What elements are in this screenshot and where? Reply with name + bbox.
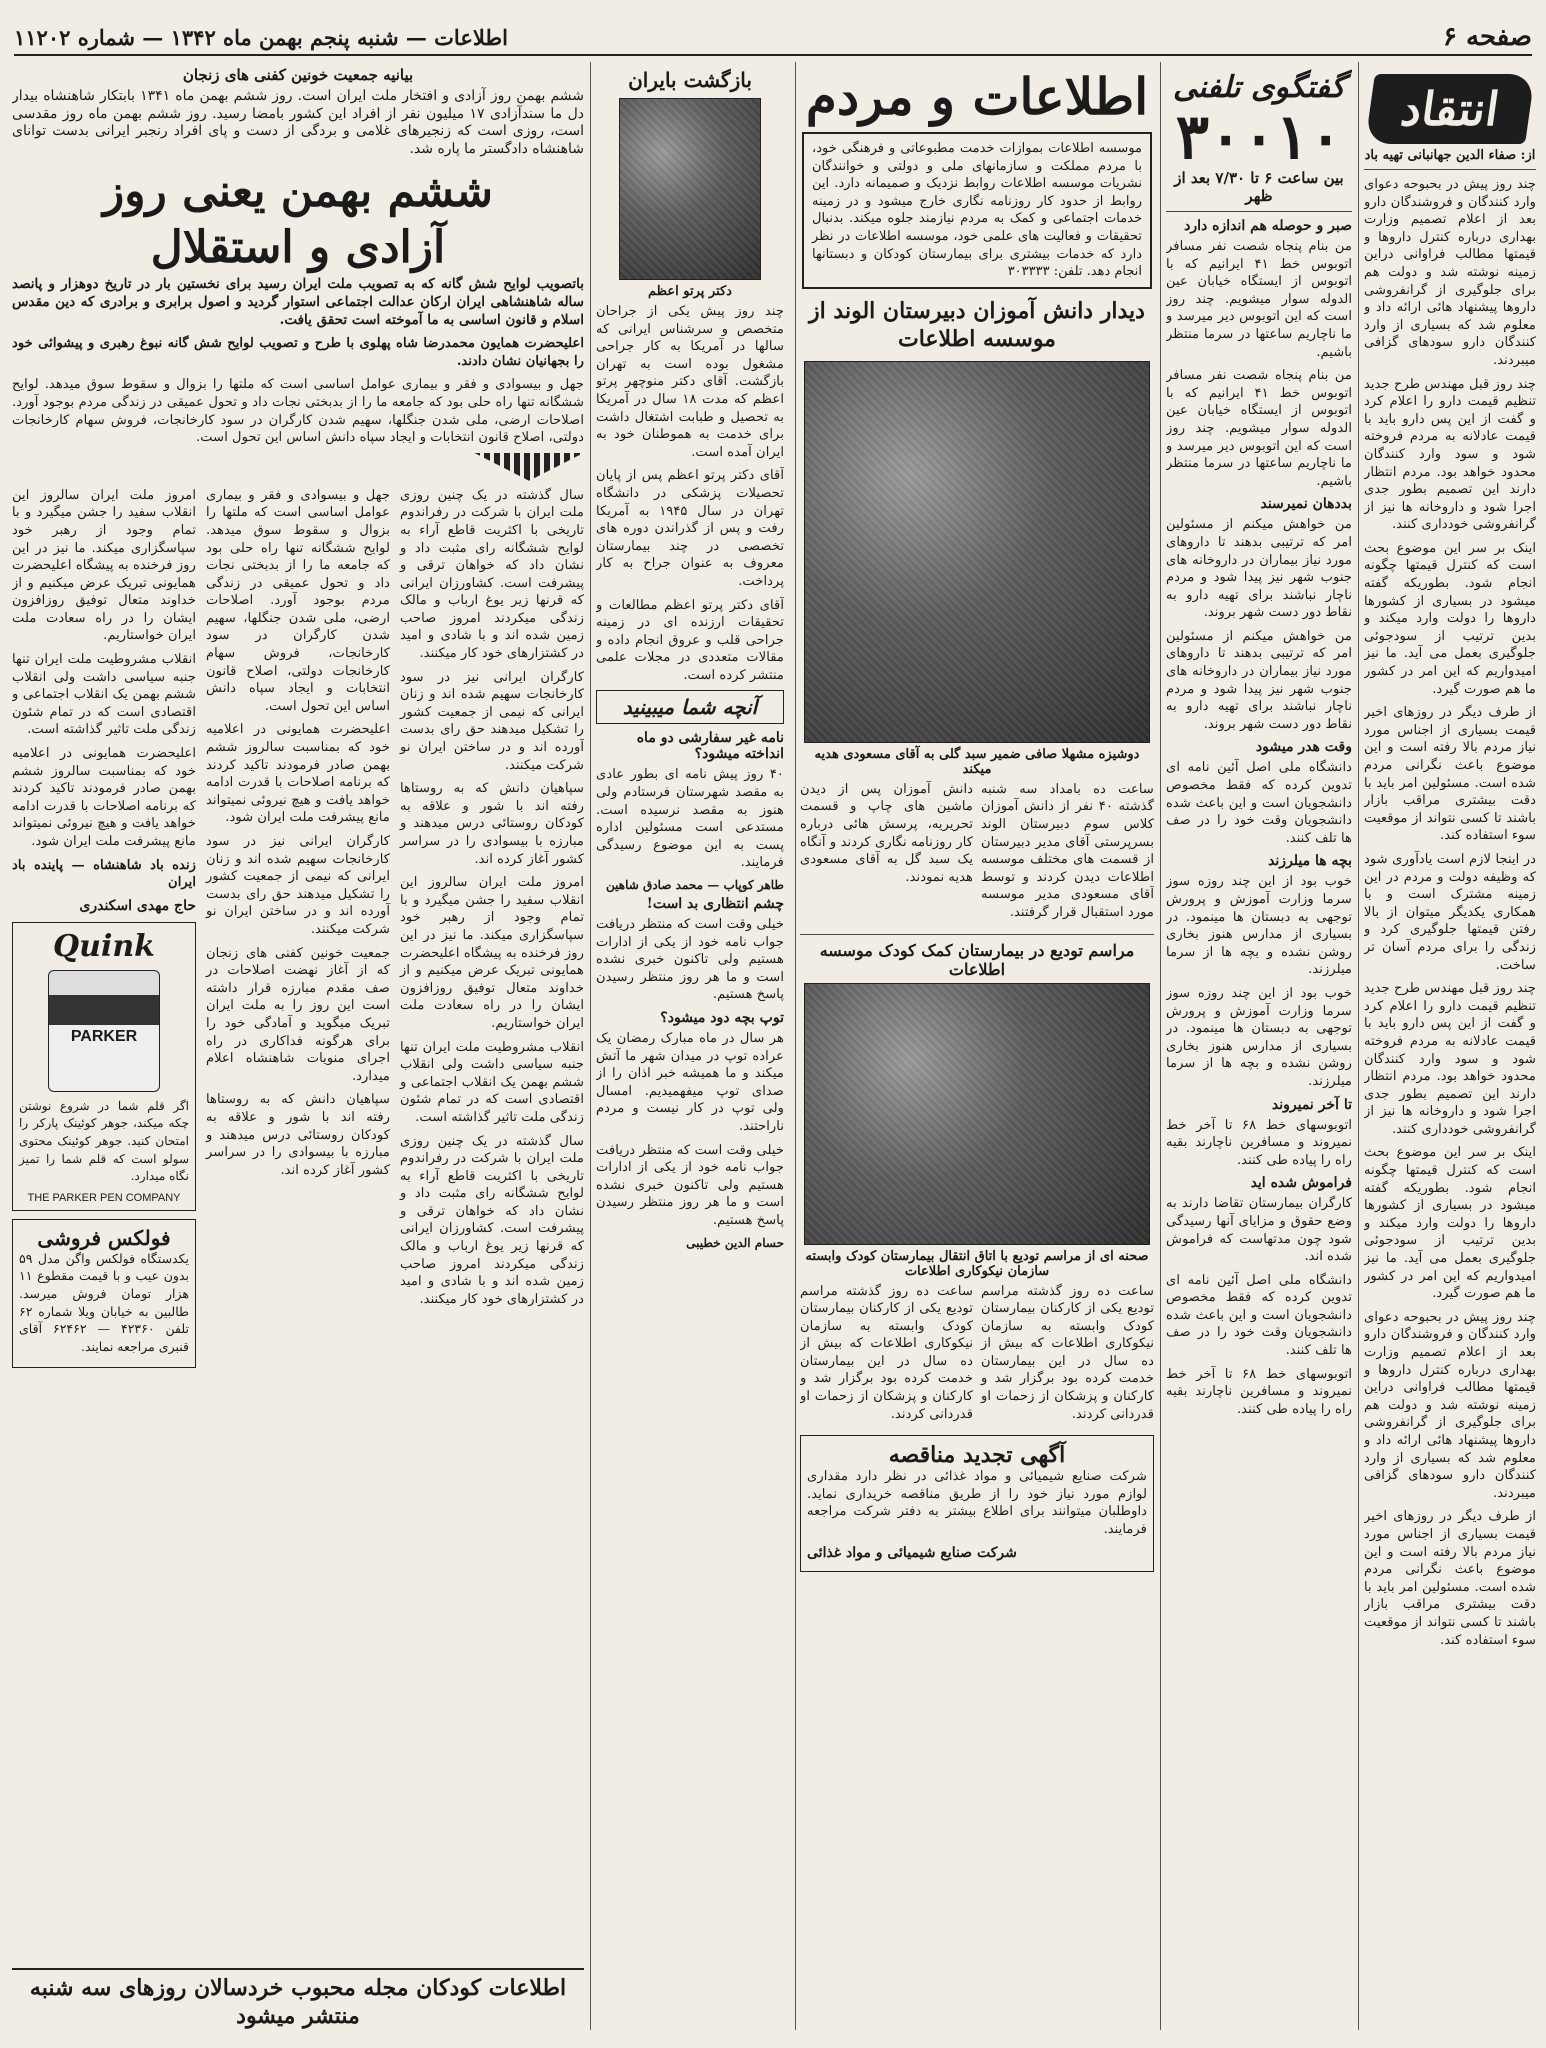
article-text: از طرف دیگر در روزهای اخیر قیمت بسیاری از اجناس مورد نیاز مردم بالا رفته است و این موضوع باعث نگرانی مردم شده است. مسئولین امر باید با دقت بیشتری مراقب بازار باشند تا کسی نتواند از موقعیت سوء استفاده کند.: [1364, 705, 1536, 844]
statement-text: ششم بهمن روز آزادی و افتخار ملت ایران است. روز ششم بهمن ماه ۱۳۴۱ بابتکار شاهنشاه بیدار دل ما سندآزادی ۱۷ میلیون نفر از افراد این کشور بامضا رسید. روز ششم بهمن ماه روز مقدسی است، روزی است که زنجیرهای غلامی و بردگی از دست و پای افراد رنجبر ایرانی بدست توانای شاهنشاه دادگستر ما پاره شد.: [12, 88, 584, 157]
phone-number: ۳۰۰۱۰: [1175, 100, 1343, 173]
item-title: صبر و حوصله هم اندازه دارد: [1184, 218, 1352, 234]
item-text: من خواهش میکنم از مسئولین امر که ترتیبی بدهند تا داروهای مورد نیاز بیماران در داروخانه های جنوب شهر نیز پیدا شود و مردم ناچار نباشند برای تهیه دارو به نقاط دور دست شهر بروند.: [1166, 517, 1352, 621]
letter-signature: حسام الدین خطیبی: [686, 1235, 784, 1250]
portrait-photo: [619, 98, 761, 280]
article-text: اینک بر سر این موضوع بحث است که کنترل قیمتها چگونه انجام شود. بطوریکه گفته میشود در بسیاری از کشورها داروها را دولت وارد میکند و بدین ترتیب از سودجوئی جلوگیری بعمل می آید. ما نیز امیدواریم که این امر در کشور ما هم صورت گیرد.: [1364, 1145, 1536, 1302]
item-title: بددهان نمیرسند: [1260, 496, 1352, 513]
item-title: تا آخر نمیروند: [1271, 1096, 1352, 1113]
parker-company: THE PARKER PEN COMPANY: [27, 1191, 181, 1204]
quink-ad: [12, 922, 196, 1211]
rubric-banner: آنچه شما میبینید: [596, 690, 784, 724]
item-text: اتوبوسهای خط ۶۸ تا آخر خط نمیروند و مسافرین ناچارند بقیه راه را پیاده طی کنند.: [1166, 1117, 1352, 1168]
letter-text: هر سال در ماه مبارک رمضان یک عراده توپ در میدان شهر ما آتش میکند و ما همیشه خبر اذان را از صدای توپ میفهمیدیم. امسال ولی توپ در کار نیست و مردم ناراحتند.: [596, 1031, 784, 1134]
hospital-photo: [804, 983, 1150, 1245]
column-divider: [795, 62, 796, 2030]
column-phone-talk: [1166, 62, 1352, 2030]
byline: از: صفاء الدین جهانبانی تهیه باد: [1364, 148, 1536, 163]
enteqad-logo: انتقاد: [1365, 74, 1535, 144]
item-text: اتوبوسهای خط ۶۸ تا آخر خط نمیروند و مسافرین ناچارند بقیه راه را پیاده طی کنند.: [1166, 1366, 1352, 1417]
volkswagen-ad-text: یکدستگاه فولکس واگن مدل ۵۹ بدون عیب و با قیمت مقطوع ۱۱ هزار تومان فروش میرسد. طالبین به خیابان ویلا شماره ۶۲ تلفن ۴۲۳۶۰ — ۶۲۴۶۲ آقای قنبری مراجعه نمایند.: [19, 1250, 189, 1354]
article-text: سال گذشته در یک چنین روزی ملت ایران با شرکت در رفراندوم تاریخی با اکثریت قاطع آراء به لوایح ششگانه رای مثبت داد و نشان داد که خواهان ترقی و پیشرفت است. کشاورزان ایرانی که قرنها زیر یوغ ارباب و مالک زندگی میکردند امروز صاحب زمین شده اند و با شادی و امید در کشتزارهای خود کار میکنند.: [400, 487, 584, 662]
article-text: انقلاب مشروطیت ملت ایران تنها جنبه سیاسی داشت ولی انقلاب ششم بهمن یک انقلاب اجتماعی و اقتصادی است که در تمام شئون زندگی ملت تاثیر گذاشته است.: [400, 1039, 584, 1125]
article-text: چند روز قبل مهندس طرح جدید تنظیم قیمت دارو را اعلام کرد و گفت از این پس دارو باید با قیمت عادلانه به مردم فروخته شود و سود وارد کنندگان محدود خواهد بود. مردم انتظار دارند این تصمیم بطور جدی اجرا شود و داروخانه ها نیز از گرانفروشی خودداری کنند.: [1364, 981, 1536, 1137]
item-title: وقت هدر میشود: [1255, 739, 1352, 756]
dateline: اطلاعات — شنبه پنجم بهمن ماه ۱۳۴۲ — شماره ۱۱۲۰۲: [14, 24, 508, 50]
quink-ad-text: اگر قلم شما در شروع نوشتن چکه میکند، جوهر کوئینک پارکر را امتحان کنید. جوهر کوئینک محتوی سولو است که قلم شما را تمیز نگاه میدارد.: [19, 1098, 189, 1184]
column-return: [596, 62, 784, 2030]
item-text: من خواهش میکنم از مسئولین امر که ترتیبی بدهند تا داروهای مورد نیاز بیماران در داروخانه های جنوب شهر نیز پیدا شود و مردم ناچار نباشند برای تهیه دارو به نقاط دور دست شهر بروند.: [1166, 628, 1352, 732]
article-title: بازگشت بایران: [628, 68, 752, 92]
masthead: [14, 20, 1532, 56]
letter-text: ۴۰ روز پیش نامه ای بطور عادی به مقصد شهرستان فرستادم ولی هنوز به مقصد نرسیده است. مستدعی است مسئولین اداره پست به این موضوع رسیدگی فرمایند.: [596, 767, 784, 871]
column-divider: [590, 62, 591, 2030]
article-text: از طرف دیگر در روزهای اخیر قیمت بسیاری از اجناس مورد نیاز مردم بالا رفته است و این موضوع باعث نگرانی مردم شده است. مسئولین امر باید با دقت بیشتری مراقب بازار باشند تا کسی نتواند از موقعیت سوء استفاده کند.: [1364, 1509, 1536, 1648]
article-text: اعلیحضرت همایونی در اعلامیه خود که بمناسبت سالروز ششم بهمن صادر فرمودند تاکید کردند که برنامه اصلاحات با قدرت ادامه خواهد یافت و هیچ نیروئی نمیتواند مانع پیشرفت ملت ایران شود.: [206, 722, 390, 826]
item-text: خوب بود از این چند روزه سوز سرما وزارت آموزش و پرورش توجهی به دبستان ها مینمود. در بسیاری از مدارس هنوز بخاری روشن نشده و بچه ها از سرما میلرزند.: [1166, 874, 1352, 978]
headline-line-1: ششم بهمن یعنی روز: [103, 166, 493, 218]
article-text: اینک بر سر این موضوع بحث است که کنترل قیمتها چگونه انجام شود. بطوریکه گفته میشود در بسیاری از کشورها داروها را دولت وارد میکند و بدین ترتیب از سودجوئی جلوگیری بعمل می آید. ما نیز امیدواریم که این امر در کشور ما هم صورت گیرد.: [1364, 540, 1536, 697]
article-text: جهل و بیسوادی و فقر و بیماری عوامل اساسی است که ملتها را بزوال و سقوط سوق میدهد. لوایح ششگانه تنها راه حلی بود که جامعه ما را از بدبختی نجات داد و تحول عمیقی در زندگی مردم بوجود آورد. اصلاحات ارضی، ملی شدن جنگلها، سهیم شدن کارگران در سود کارخانجات، فروش سهام کارخانجات دولتی، اصلاح قانون انتخابات و ایجاد سپاه دانش اساس این تحول است.: [12, 377, 584, 446]
article-text: جهل و بیسوادی و فقر و بیماری عوامل اساسی است که ملتها را بزوال و سقوط سوق میدهد. لوایح ششگانه تنها راه حلی بود که جامعه ما را از بدبختی نجات داد و تحول عمیقی در زندگی مردم بوجود آورد. اصلاحات ارضی، ملی شدن جنگلها، سهیم شدن کارگران در سود کارخانجات، فروش سهام کارخانجات دولتی، اصلاح قانون انتخابات و ایجاد سپاه دانش اساس این تحول است.: [206, 487, 390, 714]
column-sixth-bahman: [12, 62, 584, 2030]
article-text: امروز ملت ایران سالروز این انقلاب سفید را جشن میگیرد و با تمام وجود از رهبر خود سپاسگزاری میکند. ما نیز در این روز فرخنده به پیشگاه اعلیحضرت همایونی تبریک عرض میکنیم و از خداوند متعال توفیق روزافزون ایشان را در راه سعادت ملت ایران خواستاریم.: [12, 487, 196, 644]
article-column: [206, 487, 390, 1369]
article-text: دانش آموزان پس از دیدن ماشین های چاپ و قسمت تحریریه، پرسش هائی درباره کار روزنامه نگاری کردند و آنگاه یک سبد گل به آقای مسعودی هدیه نمودند.: [800, 781, 973, 885]
photo-caption: دوشیزه مشهلا صافی ضمیر سبد گلی به آقای مسعودی هدیه میکند: [814, 746, 1140, 777]
letter-signature: طاهر کوپاب — محمد صادق شاهین: [606, 878, 784, 893]
volkswagen-ad: [12, 1219, 196, 1369]
letter-title: نامه غیر سفارشی دو ماه انداخته میشود؟: [636, 730, 784, 763]
lead-text: باتصویب لوایح شش گانه که به تصویب ملت ایران رسید برای نخستین بار در تاریخ دوهزار و پانصد ساله شاهنشاهی ایران ارکان عدالت اجتماعی استوار گردید و اصول برابری و برادری که دین مقدس اسلام و قانون اساسی به ما آموخته است تحقق یافت.: [12, 276, 584, 328]
kids-magazine-banner: اطلاعات کودکان مجله محبوب خردسالان روزهای سه شنبه منتشر میشود: [12, 1968, 584, 2030]
article-text: چند روز پیش یکی از جراحان متخصص و سرشناس ایرانی که سالها در آمریکا به کار جراحی مشغول بوده است به تهران بازگشت. آقای دکتر منوچهر پرتو اعظم که مدت ۱۸ سال در آمریکا به تحصیل و طبابت اشتغال داشت برای خدمت به هموطنان خود به ایران آمده است.: [596, 304, 784, 460]
article-text: در اینجا لازم است یادآوری شود که وظیفه دولت و مردم در این زمینه مشترک است و با همکاری یکدیگر میتوان از بالا رفتن قیمتها جلوگیری کرد و زندگی را برای مردم آسان تر ساخت.: [1364, 851, 1536, 973]
headline: مراسم تودیع در بیمارستان کمک کودک موسسه اطلاعات: [819, 940, 1135, 979]
article-text: چند روز پیش در بحبوحه دعوای وارد کنندگان و فروشندگان دارو بعد از اعلام تصمیم وزارت بهداری درباره کنترل داروها و قیمتها مطالب فراوانی دراین زمینه نوشته شد و دولت هم برای جلوگیری از گرانفروشی داروها پیشنهاد هائی ارائه داد و معلوم شد که بسیاری از وارد کنندگان دارو سودهای گزافی میبردند.: [1364, 1309, 1536, 1501]
item-text: من بنام پنجاه شصت نفر مسافر اتوبوس خط ۴۱ ایرانیم که با اتوبوس از ایستگاه خیابان عین الدوله سوار میشویم. چند روز است که این اتوبوس دیر میرسد و ما ناچاریم ساعتها در سرما منتظر باشیم.: [1166, 368, 1352, 489]
letter-title: چشم انتظاری بد است!: [646, 896, 784, 913]
article-text: ساعت ده روز گذشته مراسم تودیع یکی از کارکنان بیمارستان کودک وابسته به سازمان نیکوکاری اطلاعات که بیش از ده سال در این بیمارستان خدمت کرده بود برگزار شد و کارکنان و پزشکان از زحمات او قدردانی کردند.: [981, 1283, 1154, 1422]
article-text: آقای دکتر پرتو اعظم پس از پایان تحصیلات پزشکی در دانشگاه تهران در سال ۱۹۴۵ به آمریکا رفت و پس از گذراندن دوره های تخصصی در چند بیمارستان معروف به عنوان جراح به کار پرداخت.: [596, 468, 784, 589]
statement-title: بیانیه جمعیت خونین کفنی های زنجان: [182, 66, 414, 84]
article-columns: [12, 487, 584, 1369]
tender-ad-sign: شرکت صنایع شیمیائی و مواد غذائی: [807, 1544, 1017, 1561]
item-text: من بنام پنجاه شصت نفر مسافر اتوبوس خط ۴۱ ایرانیم که با اتوبوس از ایستگاه خیابان عین الدوله سوار میشویم. چند روز است که این اتوبوس دیر میرسد و ما ناچاریم ساعتها در سرما منتظر باشیم.: [1166, 239, 1352, 360]
info-box: [802, 132, 1152, 289]
article-text: زنده باد شاهنشاه — پاینده باد ایران: [12, 857, 196, 891]
ink-bottle-image: [48, 970, 160, 1092]
students-photo: [804, 361, 1150, 743]
column-divider: [1358, 62, 1359, 2030]
article-text: اعلیحضرت همایونی در اعلامیه خود که بمناسبت سالروز ششم بهمن صادر فرمودند تاکید کردند که برنامه اصلاحات با قدرت ادامه خواهد یافت و هیچ نیروئی نمیتواند مانع پیشرفت ملت ایران شود.: [12, 746, 196, 849]
letter-text: خیلی وقت است که منتظر دریافت جواب نامه خود از یکی از ادارات هستیم ولی تاکنون خبری نشده است و ما هر روز منتظر رسیدن پاسخ هستیم.: [596, 1142, 784, 1228]
tender-ad-text: شرکت صنایع شیمیائی و مواد غذائی در نظر دارد مقداری لوازم مورد نیاز خود را از طریق مناقصه خریداری نماید. داوطلبان میتوانند برای اطلاع بیشتر به دفتر شرکت مراجعه فرمایند.: [807, 1469, 1147, 1538]
tender-ad-title: آگهی تجدید مناقصه: [888, 1442, 1066, 1469]
article-text: کارگران ایرانی نیز در سود کارخانجات سهیم شده اند و زنان ایرانی که نیمی از جمعیت کشور را تشکیل میدهند حق رای بدست آورده اند و در ساختن ایران نو شرکت میکنند.: [206, 834, 390, 937]
info-box-text: موسسه اطلاعات بموازات خدمت مطبوعاتی و فرهنگی خود، با مردم مملکت و سازمانهای ملی و دولتی و خوانندگان نشریات موسسه اطلاعات روابط نزدیک و صمیمانه دارد. این روابط از حدود کار روزنامه نگاری خارج میشود و در زمینه خدمات اجتماعی و کمک به مردم نیازمند جلوه میکند. بدنبال تحقیقات و فعالیت های علمی خود، موسسه اطلاعات در نظر دارد که خدمات بیشتری برای بیمارستان کودکان و دبستانها انجام دهد. تلفن: ۳۰۳۳۳۳: [812, 141, 1142, 280]
item-title: بچه ها میلرزند: [1268, 853, 1352, 870]
article-text: امروز ملت ایران سالروز این انقلاب سفید را جشن میگیرد و با تمام وجود از رهبر خود سپاسگزاری میکند. ما نیز در این روز فرخنده به پیشگاه اعلیحضرت همایونی تبریک عرض میکنیم و از خداوند متعال توفیق روزافزون ایشان را در راه سعادت ملت ایران خواستاریم.: [400, 875, 584, 1031]
article-columns: [800, 781, 1154, 928]
item-text: دانشگاه ملی اصل آئین نامه ای تدوین کرده که فقط مخصوص دانشجویان است و این باعث شده دانشجویان وقت خود را در صف ها تلف کنند.: [1166, 1272, 1352, 1359]
item-text: دانشگاه ملی اصل آئین نامه ای تدوین کرده که فقط مخصوص دانشجویان است و این باعث شده دانشجویان وقت خود را در صف ها تلف کنند.: [1166, 760, 1352, 846]
article-text: ساعت ده روز گذشته مراسم تودیع یکی از کارکنان بیمارستان کودک وابسته به سازمان نیکوکاری اطلاعات که بیش از ده سال در این بیمارستان خدمت کرده بود برگزار شد و کارکنان و پزشکان از زحمات او قدردانی کردند.: [800, 1283, 973, 1422]
article-text: اعلیحضرت همایون محمدرضا شاه پهلوی با طرح و تصویب لوایح شش گانه نبوغ رهبری و پیشوائی خود را بجهانیان نشان دادند.: [12, 336, 584, 369]
article-text: چند روز قبل مهندس طرح جدید تنظیم قیمت دارو را اعلام کرد و گفت از این پس دارو باید با قیمت عادلانه به مردم فروخته شود و سود وارد کنندگان محدود خواهد بود. مردم انتظار دارند این تصمیم بطور جدی اجرا شود و داروخانه ها نیز از گرانفروشی خودداری کنند.: [1364, 376, 1536, 533]
section-title: اطلاعات و مردم: [805, 67, 1149, 126]
article-columns: [800, 1283, 1154, 1430]
article-text: کارگران ایرانی نیز در سود کارخانجات سهیم شده اند و زنان ایرانی که نیمی از جمعیت کشور را تشکیل میدهند حق رای بدست آورده اند و در ساختن ایران نو شرکت میکنند.: [400, 669, 584, 773]
headline: دیدار دانش آموزان دبیرستان الوند از موسسه اطلاعات: [809, 297, 1145, 352]
column-divider: [1160, 62, 1161, 2030]
article-text: آقای دکتر پرتو اعظم مطالعات و تحقیقات ارزنده ای در زمینه جراحی قلب و عروق انجام داده و مقالات متعددی در مجلات علمی منتشر کرده است.: [596, 597, 784, 683]
tender-ad: [800, 1435, 1154, 1571]
quink-ad-headline: Quink: [53, 928, 155, 964]
article-column: [12, 487, 196, 1369]
item-text: کارگران بیمارستان تقاضا دارند به وضع حقوق و مزایای آنها رسیدگی شود چون مدتهاست که فراموش شده اند.: [1166, 1196, 1352, 1265]
article-text: ساعت ده بامداد سه شنبه گذشته ۴۰ نفر از دانش آموزان کلاس سوم دبیرستان الوند بسرپرستی آقای مدیر دبیرستان از قسمت های مختلف موسسه اطلاعات دیدن کردند و توسط آقای مسعودی مدیر موسسه مورد استقبال قرار گرفتند.: [981, 781, 1154, 920]
statement-signature: حاج مهدی اسکندری: [79, 897, 196, 914]
item-title: فراموش شده اید: [1250, 1175, 1352, 1192]
article-text: سپاهیان دانش که به روستاها رفته اند با شور و علاقه به کودکان روستائی درس میدهند و مبارزه با بیسوادی را در سراسر کشور آغاز کرده اند.: [400, 781, 584, 867]
article-text: جمعیت خونین کفنی های زنجان که از آغاز نهضت اصلاحات در صف مقدم مبارزه قرار داشته است این روز را به ملت ایران تبریک میگوید و آمادگی خود را برای هرگونه فداکاری در راه اجرای منویات شاهنشاه اعلام میدارد.: [206, 945, 390, 1084]
article-text: سپاهیان دانش که به روستاها رفته اند با شور و علاقه به کودکان روستائی درس میدهند و مبارزه با بیسوادی را در سراسر کشور آغاز کرده اند.: [206, 1092, 390, 1178]
headline-line-2: آزادی و استقلال: [150, 222, 446, 274]
column-ettelaat-people: [800, 62, 1154, 2030]
article-text: چند روز پیش در بحبوحه دعوای وارد کنندگان و فروشندگان دارو بعد از اعلام تصمیم وزارت بهداری درباره کنترل داروها و قیمتها مطالب فراوانی دراین زمینه نوشته شد و دولت هم برای جلوگیری از گرانفروشی داروها پیشنهاد هائی ارائه داد و معلوم شد که بسیاری از وارد کنندگان دارو سودهای گزافی میبردند.: [1364, 177, 1536, 368]
article-text: سال گذشته در یک چنین روزی ملت ایران با شرکت در رفراندوم تاریخی با اکثریت قاطع آراء به لوایح ششگانه رای مثبت داد و نشان داد که خواهان ترقی و پیشرفت است. کشاورزان ایرانی که قرنها زیر یوغ ارباب و مالک زندگی میکردند امروز صاحب زمین شده اند و با شادی و امید در کشتزارهای خود کار میکنند.: [400, 1133, 584, 1307]
phone-hours: بین ساعت ۶ تا ۷/۳۰ بعد از ظهر: [1174, 169, 1344, 205]
volkswagen-ad-title: فولکس فروشی: [37, 1225, 171, 1250]
bottle-label: PARKER: [70, 1028, 138, 1046]
phone-talk-title: گفتگوی تلفنی: [1172, 70, 1346, 105]
photo-caption: صحنه ای از مراسم تودیع با اتاق انتقال بیمارستان کودک وابسته سازمان نیکوکاری اطلاعات: [805, 1248, 1149, 1279]
letter-title: توپ بچه دود میشود؟: [660, 1010, 784, 1026]
photo-caption: دکتر پرتو اعظم: [648, 284, 732, 299]
letter-text: خیلی وقت است که منتظر دریافت جواب نامه خود از یکی از ادارات هستیم ولی تاکنون خبری نشده است و ما هر روز منتظر رسیدن پاسخ هستیم.: [596, 917, 784, 1003]
article-text: انقلاب مشروطیت ملت ایران تنها جنبه سیاسی داشت ولی انقلاب ششم بهمن یک انقلاب اجتماعی و اقتصادی است که در تمام شئون زندگی ملت تاثیر گذاشته است.: [12, 652, 196, 738]
page-number: صفحه ۶: [1443, 22, 1532, 52]
article-column: [400, 487, 584, 1369]
ornament-divider: [474, 453, 584, 481]
column-criticism: [1364, 62, 1536, 2030]
item-text: خوب بود از این چند روزه سوز سرما وزارت آموزش و پرورش توجهی به دبستان ها مینمود. در بسیاری از مدارس هنوز بخاری روشن نشده و بچه ها از سرما میلرزند.: [1166, 985, 1352, 1089]
